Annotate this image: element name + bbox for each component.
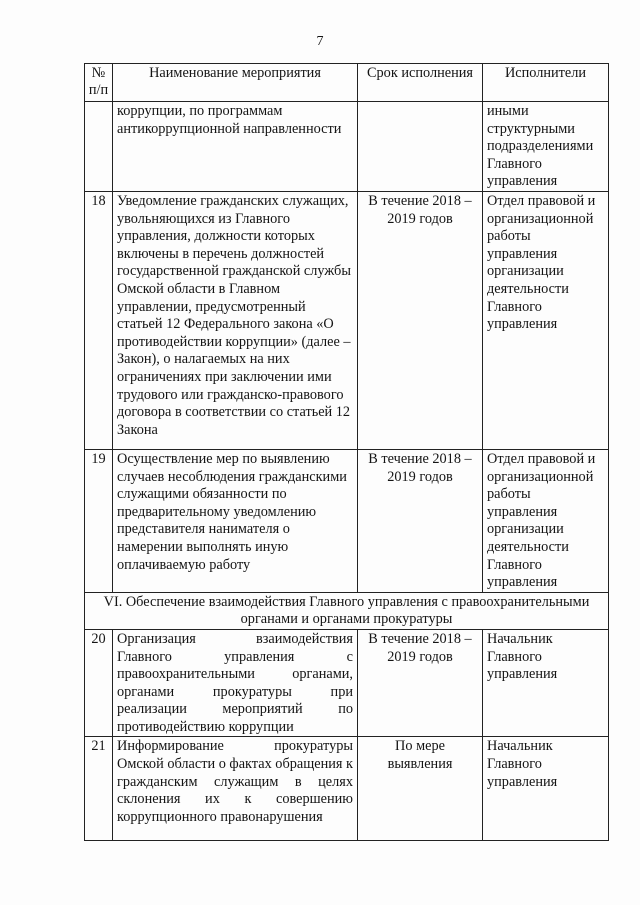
row-num	[85, 102, 113, 192]
row-executors: иными структурными подразделениями Главного управления	[483, 102, 609, 192]
row-executors: Начальник Главного управления	[483, 629, 609, 737]
header-num: № п/п	[85, 64, 113, 102]
table-row	[85, 449, 609, 592]
row-name: Информирование прокуратуры Омской области о фактах обращения к гражданским служащим в целях склонения их к совершению коррупционного правонарушения	[113, 737, 358, 841]
row-num: 19	[85, 449, 113, 592]
row-term: В течение 2018 – 2019 годов	[358, 191, 483, 449]
page-number: 7	[316, 34, 324, 49]
row-num: 20	[85, 629, 113, 737]
table-row	[85, 191, 609, 449]
section-heading: VI. Обеспечение взаимодействия Главного управления с правоохранительными органами и органами прокуратуры	[85, 592, 609, 629]
row-term: В течение 2018 – 2019 годов	[358, 629, 483, 737]
header-executors: Исполнители	[483, 64, 609, 102]
section-heading-row	[85, 592, 609, 629]
row-term	[358, 102, 483, 192]
table-row	[85, 737, 609, 841]
row-name: коррупции, по программам антикоррупционной направленности	[113, 102, 358, 192]
header-term: Срок исполнения	[358, 64, 483, 102]
row-name: Уведомление гражданских служащих, увольняющихся из Главного управления, должности которых включены в перечень должностей государственной гражданской службы Омской области в Главном управлении, предусмотренный статьей 12 Федерального закона «О противодействии коррупции» (далее – Закон), о налагаемых на них ограничениях при заключении ими трудового или гражданско-правового договора в соответствии со статьей 12 Закона	[113, 191, 358, 449]
table-row	[85, 629, 609, 737]
measures-table	[84, 63, 609, 841]
row-executors: Начальник Главного управления	[483, 737, 609, 841]
row-term: По мере выявления	[358, 737, 483, 841]
header-name: Наименование мероприятия	[113, 64, 358, 102]
row-name: Организация взаимодействия Главного управления с правоохранительными органами, органами прокуратуры при реализации мероприятий по противодействию коррупции	[113, 629, 358, 737]
table-header-row	[85, 64, 609, 102]
row-executors: Отдел правовой и организационной работы управления организации деятельности Главного управления	[483, 191, 609, 449]
row-num: 21	[85, 737, 113, 841]
row-executors: Отдел правовой и организационной работы управления организации деятельности Главного управления	[483, 449, 609, 592]
table-row	[85, 102, 609, 192]
row-term: В течение 2018 – 2019 годов	[358, 449, 483, 592]
row-num: 18	[85, 191, 113, 449]
row-name: Осуществление мер по выявлению случаев несоблюдения гражданскими служащими обязанности по предварительному уведомлению представителя нанимателя о намерении выполнять иную оплачиваемую работу	[113, 449, 358, 592]
